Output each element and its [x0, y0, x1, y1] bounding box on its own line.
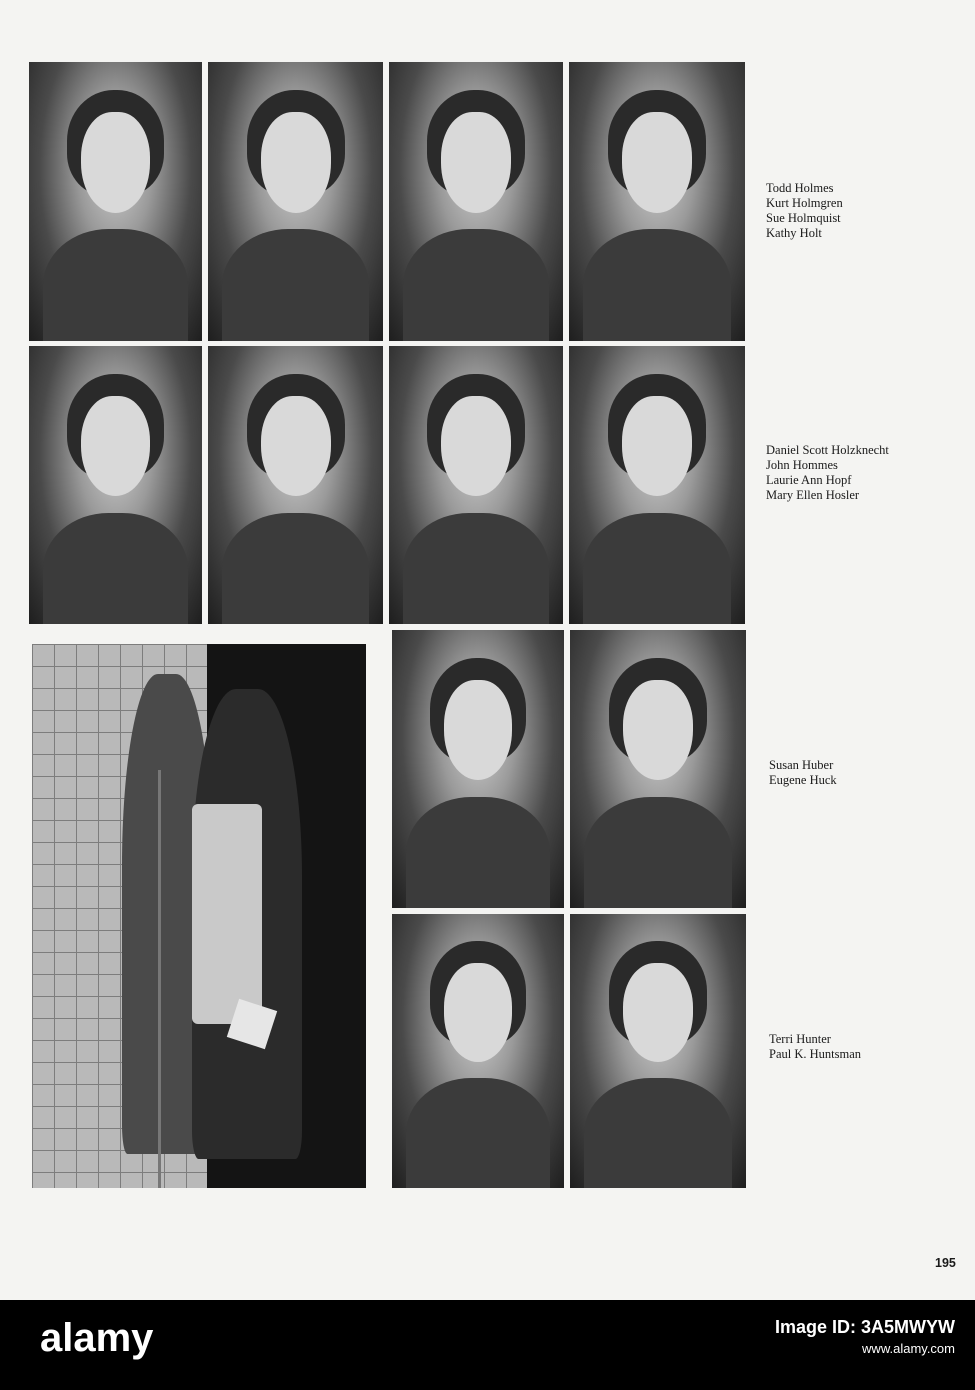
portrait-photo — [29, 62, 202, 341]
site-url: www.alamy.com — [862, 1341, 955, 1356]
stock-info — [775, 1316, 955, 1360]
student-name: Eugene Huck — [769, 773, 837, 787]
candid-photo-singers — [32, 644, 366, 1188]
portrait-photo — [570, 630, 746, 908]
brand-logo: alamy — [40, 1316, 154, 1360]
portrait-photo — [569, 346, 745, 624]
portrait-photo — [569, 62, 745, 341]
student-name: Mary Ellen Hosler — [766, 488, 860, 502]
portrait-photo — [208, 62, 383, 341]
student-name: Terri Hunter — [769, 1032, 831, 1046]
image-id: Image ID: 3A5MWYW — [774, 1317, 955, 1337]
caption-group-row4 — [769, 1032, 861, 1062]
caption-group-row2 — [766, 443, 889, 503]
caption-group-row1 — [766, 181, 843, 241]
portrait-photo — [29, 346, 202, 624]
portrait-photo — [392, 630, 564, 908]
portrait-photo — [389, 346, 563, 624]
student-name: Todd Holmes — [766, 181, 834, 195]
student-name: Kurt Holmgren — [766, 196, 843, 210]
student-name: Susan Huber — [769, 758, 834, 772]
student-name: Laurie Ann Hopf — [766, 473, 852, 487]
student-name: John Hommes — [766, 458, 838, 472]
student-name: Paul K. Huntsman — [769, 1047, 862, 1061]
portrait-photo — [570, 914, 746, 1188]
caption-group-row3 — [769, 758, 837, 788]
page-number: 195 — [935, 1256, 956, 1270]
student-name: Daniel Scott Holzknecht — [766, 443, 889, 457]
portrait-photo — [389, 62, 563, 341]
student-name: Sue Holmquist — [766, 211, 841, 225]
student-name: Kathy Holt — [766, 226, 822, 240]
portrait-photo — [392, 914, 564, 1188]
portrait-photo — [208, 346, 383, 624]
